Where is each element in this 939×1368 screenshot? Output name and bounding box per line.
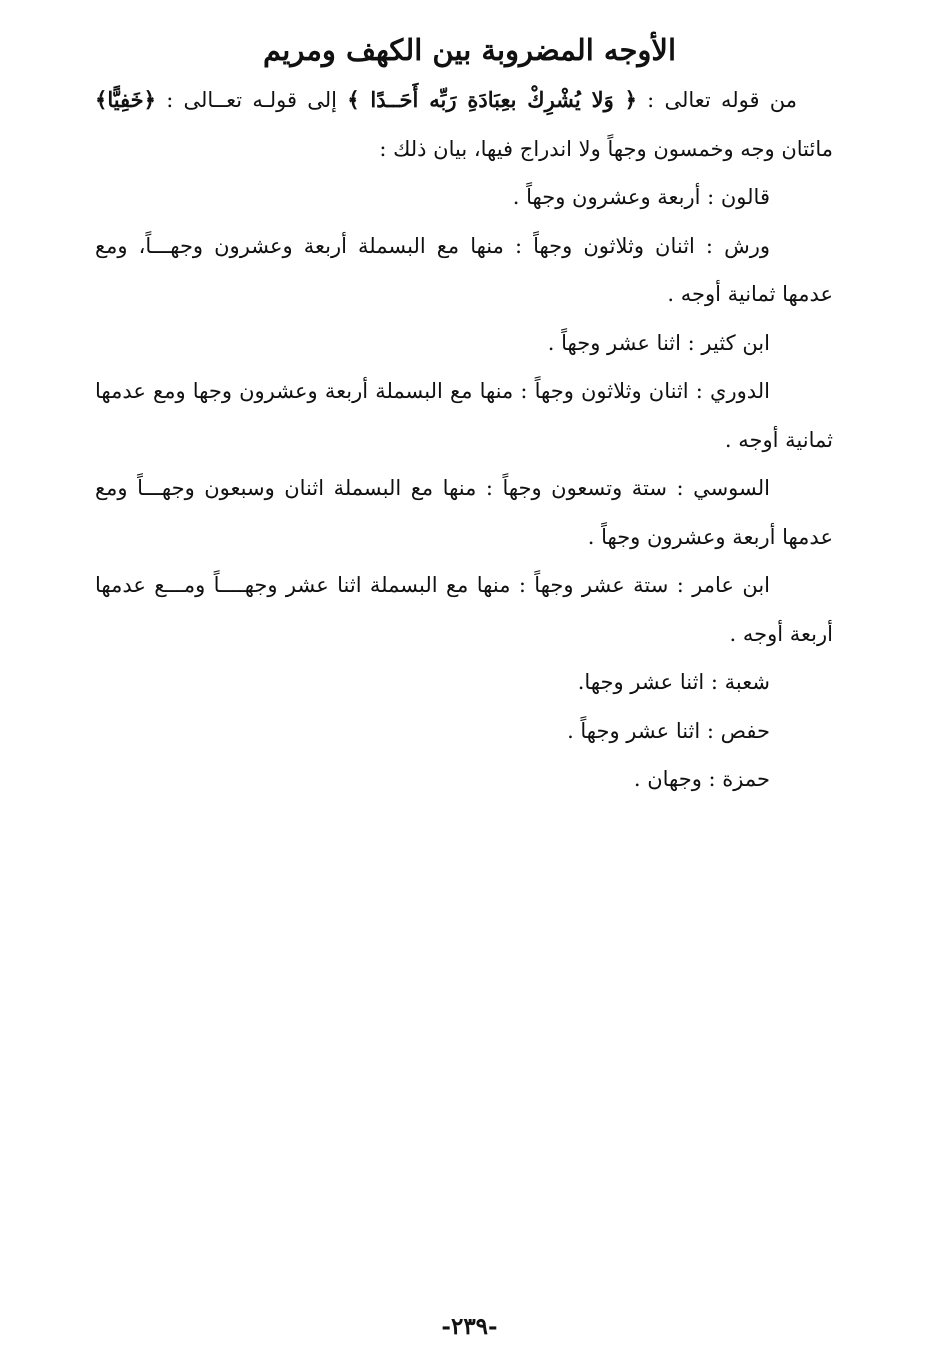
entry-hamza: حمزة : وجهان . [633,767,770,791]
entry-al-duri: الدوري : اثنان وثلاثون وجهاً : منها مع البسملة أربعة وعشرون وجها ومع عدمها ثمانية أوجه . [95,379,833,452]
entry-al-susi: السوسي : ستة وتسعون وجهاً : منها مع البسملة اثنان وسبعون وجهـــاً ومع عدمها أربعة وعشرون وجهاً . [95,476,833,549]
entry-ibn-amir: ابن عامر : ستة عشر وجهاً : منها مع البسملة اثنا عشر وجهــــاً ومـــع عدمها أربعة أوجه . [95,573,833,646]
verse-open-bracket-2: ﴿ [143,87,156,112]
page-number: -٢٣٩- [441,1313,498,1340]
entry-hafs: حفص : اثنا عشر وجهاً . [567,718,770,743]
entry-shuba: شعبة : اثنا عشر وجها. [577,670,770,694]
entry-ibn-kathir: ابن كثير : اثنا عشر وجهاً . [547,330,770,355]
entry-warsh: ورش : اثنان وثلاثون وجهاً : منها مع البسملة أربعة وعشرون وجهـــاً، ومع عدمها ثمانية أوجه . [95,233,833,306]
page-title: الأوجه المضروبة بين الكهف ومريم [263,33,676,67]
quran-verse-start: وَلا يُشْرِكْ بعِبَادَةِ رَبِّه أَحَــدًا [359,87,625,112]
entry-qalun: قالون : أربعة وعشرون وجهاً . [512,185,770,209]
verse-close-bracket: ﴾ [347,87,360,112]
intro-prefix: من قوله تعالى : [636,88,797,112]
intro-middle: إلى قولـه تعــالى : [155,88,348,112]
verse-open-bracket: ﴿ [624,87,637,112]
quran-verse-end: خَفِيًّا [107,87,144,112]
intro-paragraph [95,76,833,173]
page-body [95,76,833,804]
intro-suffix: مائتان وجه وخمسون وجهاً ولا اندراج فيها، بيان ذلك : [379,136,833,161]
verse-close-bracket-2: ﴾ [95,87,108,112]
